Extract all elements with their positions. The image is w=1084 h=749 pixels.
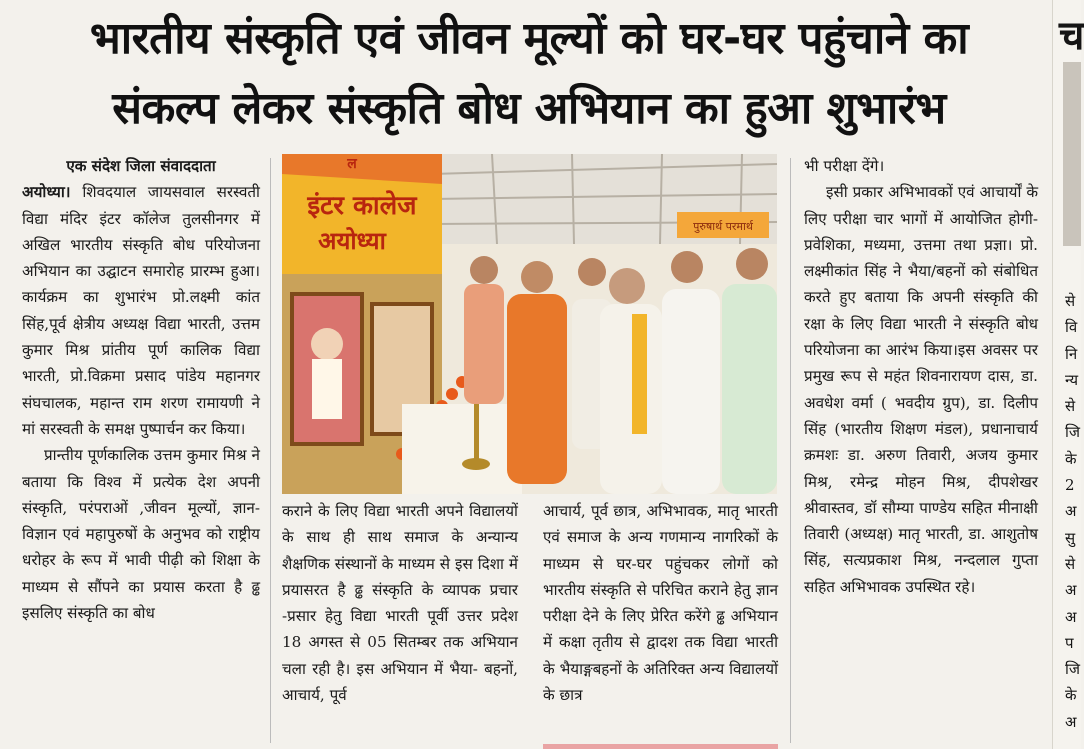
adjacent-heading-fragment: च xyxy=(1059,13,1084,59)
fragment: के xyxy=(1065,686,1077,705)
photo-sign-text: पुरुषार्थ परमार्थ xyxy=(693,220,753,233)
photo-banner-text: इंटर कालेज xyxy=(307,191,417,221)
fragment: से xyxy=(1065,554,1076,573)
column-rule xyxy=(270,158,271,743)
dateline: अयोध्या। xyxy=(22,183,71,202)
fragment: अ xyxy=(1065,607,1077,626)
photo-banner-text-2: अयोध्या xyxy=(318,227,386,255)
fragment: जि xyxy=(1065,423,1081,442)
fragment: जि xyxy=(1065,660,1081,679)
fragment: नि xyxy=(1065,344,1078,363)
adjacent-text-fragments xyxy=(1065,288,1080,735)
fragment: वि xyxy=(1065,318,1078,337)
article-column-3 xyxy=(543,498,778,708)
event-photo xyxy=(282,154,777,494)
fragment: अ xyxy=(1065,581,1077,600)
paragraph-1 xyxy=(22,179,260,442)
article-column-1 xyxy=(22,153,260,626)
fragment: 2 xyxy=(1065,476,1075,495)
paragraph-2: प्रान्तीय पूर्णकालिक उत्तम कुमार मिश्र ने बताया कि विश्व में प्रत्येक देश अपनी संस्कृति, परंपराओं ,जीवन मूल्यों, ज्ञान- विज्ञान एवं महापुरुषों के अनुभव को राष्ट्रीय धरोहर के रूप में भावी पीढ़ी को शिक्षा के माध्यम से सौंपने का प्रयास करता है ढ्ढ इसलिए संस्कृति का बोध xyxy=(22,446,260,623)
paragraph-1-text: शिवदयाल जायसवाल सरस्वती विद्या मंदिर इंटर कॉलेज तुलसीनगर में अखिल भारतीय संस्कृति बोध परियोजना अभियान का उद्घाटन समारोह प्रारम्भ हुआ। कार्यक्रम का शुभारंभ प्रो.लक्ष्मी कांत सिंह,पूर्व क्षेत्रीय अध्यक्ष विद्या भारती, उत्तम कुमार मिश्र प्रांतीय पूर्ण कालिक विद्या भारती, प्रो.विक्रमा प्रसाद पांडेय महानगर संघचालक, महान्त राम शरण रामायणी ने मां सरस्वती के समक्ष पुष्पार्चन कर किया। xyxy=(22,183,260,438)
byline: एक संदेश जिला संवाददाता xyxy=(66,157,216,175)
article-column-2 xyxy=(282,498,518,708)
column-4-paragraph: इसी प्रकार अभिभावकों एवं आचार्यों के लिए परीक्षा चार भागों में आयोजित होगी- प्रवेशिका, मध्यमा, उत्तमा तथा प्रज्ञा। प्रो. लक्ष्मीकांत सिंह ने भैया/बहनों को संबोधित करते हुए बताया कि अपनी संस्कृति की रक्षा के लिए विद्या भारती ने संस्कृति बोध परियोजना का आरंभ किया।इस अवसर पर प्रमुख रूप से महंत शिवनारायण दास, डा. अवधेश वर्मा ( भवदीय ग्रुप), डा. दिलीप सिंह (भारतीय शिक्षण मंडल), प्रधानाचार्य क्रमशः डा. अरुण तिवारी, अजय कुमार मिश्र, रमेन्द्र मोहन मिश्र, दीपशेखर श्रीवास्तव, डॉ सौम्या पाण्डेय सहित मीनाक्षी तिवारी (अध्यक्ष) मातृ भारती, डा. आशुतोष सिंह, सत्यप्रकाश मिश्र, नन्दलाल गुप्ता सहित अभिभावक उपस्थित रहे। xyxy=(804,183,1038,596)
fragment: अ xyxy=(1065,712,1077,731)
bottom-color-mark xyxy=(543,744,778,749)
column-2-text: कराने के लिए विद्या भारती अपने विद्यालयों के साथ ही साथ समाज के अन्यान्य शैक्षणिक संस्थानों के माध्यम से इस दिशा में प्रयासरत है ढ्ढ संस्कृति के व्यापक प्रचार -प्रसार हेतु विद्या भारती पूर्वी उत्तर प्रदेश 18 अगस्त से 05 सितम्बर तक अभियान चला रही है। इस अभियान में भैया- बहनों, आचार्य, पूर्व xyxy=(282,502,518,705)
column-4-first-line: भी परीक्षा देंगे। xyxy=(804,157,885,175)
adjacent-photo xyxy=(1063,62,1081,246)
fragment: न्य xyxy=(1065,370,1079,389)
column-3-text: आचार्य, पूर्व छात्र, अभिभावक, मातृ भारती एवं समाज के अन्य गणमान्य नागरिकों के माध्यम से घर-घर पहुंचकर लोगों को भारतीय संस्कृति से परिचित कराने हेतु ज्ञान परीक्षा देने के लिए प्रेरित करेंगे ढ्ढ अभियान में कक्षा तृतीय से द्वादश तक विद्या भारती के भैयाङ्गबहनों के अतिरिक्त अन्य विद्यालयों के छात्र xyxy=(543,502,778,705)
headline-line-1: भारतीय संस्कृति एवं जीवन मूल्यों को घर-घर पहुंचाने का xyxy=(89,13,969,64)
lamp-lighting-photo xyxy=(282,154,777,494)
article-column-4 xyxy=(804,153,1038,600)
fragment: के xyxy=(1065,449,1077,468)
fragment: अ xyxy=(1065,502,1077,521)
column-rule xyxy=(790,158,791,743)
fragment: से xyxy=(1065,397,1076,416)
headline xyxy=(14,4,1044,144)
headline-line-2: संकल्प लेकर संस्कृति बोध अभियान का हुआ शुभारंभ xyxy=(112,83,946,134)
fragment: सु xyxy=(1065,528,1076,547)
photo-banner-top: ल xyxy=(347,156,357,172)
fragment: प xyxy=(1065,633,1074,652)
adjacent-article xyxy=(1052,0,1084,749)
fragment: से xyxy=(1065,292,1076,310)
